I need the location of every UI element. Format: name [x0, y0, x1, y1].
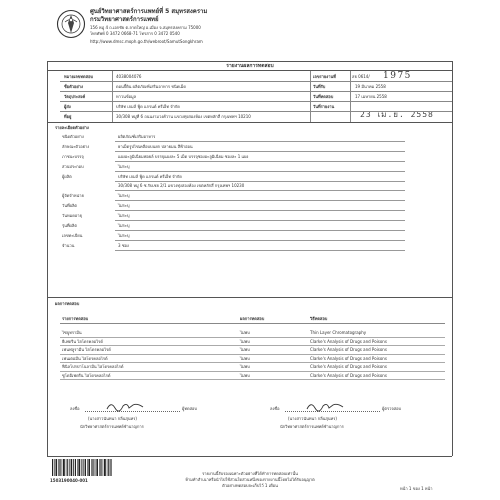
results-header-divider — [60, 323, 445, 324]
signer-name: (นางสาวนันทนา กลิ่นสุนทร) — [288, 416, 337, 421]
analysis-no-label: เลขรายงานที่ — [313, 74, 336, 79]
detail-underline — [115, 161, 405, 162]
detail-label: ภาชนะบรรจุ — [62, 154, 84, 159]
detail-underline — [115, 230, 405, 231]
org-name-line2: กรมวิทยาศาสตร์การแพทย์ — [90, 16, 159, 23]
received-value: 19 มีนาคม 2558 — [355, 84, 386, 89]
result-item: ซูโดอีเฟดรีน ไฮโดรคลอไรด์ — [62, 372, 111, 378]
footer-note-3: ตัวอย่างทดสอบจะเก็บไว้ 1 เดือน — [222, 483, 278, 488]
detail-value: ยาเม็ดรูปไข่เคลือบบนยก ปลายมน สีฟ้าอ่อน — [118, 144, 193, 149]
signature-prefix: ลงชื่อ — [270, 406, 280, 411]
signer-title: นักวิทยาศาสตร์การแพทย์ชำนาญการ — [80, 424, 144, 429]
signer-name: (นางสาวนันทนา กลิ่นสุนทร) — [88, 416, 137, 421]
report-title: รายงานผลการทดสอบ — [226, 63, 274, 69]
detail-label: ชนิดตัวอย่าง — [62, 134, 84, 139]
detail-underline — [115, 240, 405, 241]
product-label: ชื่อตัวอย่าง — [64, 84, 83, 89]
detail-label: ผู้จัดจำหน่าย — [62, 193, 84, 198]
footer-note-1: รายงานนี้รับรองเฉพาะตัวอย่างที่ได้ทำการทดสอบเท่านั้น — [202, 471, 298, 476]
meta-col-sep-2 — [310, 71, 311, 122]
sample-no-value: 4038004076 — [116, 74, 142, 79]
detail-underline — [115, 171, 405, 172]
detail-underline — [115, 190, 405, 191]
meta-divider-5 — [47, 122, 452, 123]
detail-label: ผู้ผลิต — [62, 174, 72, 179]
signature-role: ผู้ทดสอบ — [182, 406, 197, 411]
address-value: 30/308 หมู่ที่ 6 ถนนงามวงศ์วาน แขวงทุ่งสองห้อง เขตหลักสี่ กรุงเทพฯ 10210 — [116, 114, 251, 119]
detail-label: ส่วนประกอบ — [62, 164, 84, 169]
detail-value: 3 ซอง — [118, 243, 129, 248]
tested-value: 17 เมษายน 2558 — [355, 94, 387, 99]
detail-underline — [115, 141, 405, 142]
received-label: วันที่รับ — [313, 84, 326, 89]
report-frame-top — [47, 61, 452, 62]
detail-value: ผลิตภัณฑ์เสริมอาหาร — [118, 134, 156, 139]
report-frame-left — [47, 61, 48, 456]
meta-divider-4 — [60, 111, 452, 112]
org-website[interactable]: http://www.dmsc.moph.go.th/webroot/SamutSongkhram — [90, 39, 203, 44]
detail-underline — [115, 181, 405, 182]
result-item: ยีเฟดรีน ไฮโดรคลอไรด์ — [62, 338, 103, 344]
result-value: ไม่พบ — [240, 347, 250, 352]
detail-value: แผงอะลูมิเนียมฟอยล์ บรรจุแผงละ 5 เม็ด บรรจุซองอะลูมิเนียม ซองละ 1 แผง — [118, 154, 249, 159]
signature-role: ผู้ตรวจสอบ — [382, 406, 402, 411]
report-date-stamp: 23 เม.ย. 2558 — [360, 110, 434, 119]
result-value: ไม่พบ — [240, 338, 250, 344]
tested-label: วันที่ทดสอบ — [313, 94, 334, 99]
analysis-no-prefix: สธ 0614/ — [352, 74, 370, 79]
sample-no-label: หมายเลขทดสอบ — [64, 74, 94, 79]
result-row-divider — [60, 371, 445, 372]
meta-col-sep-3 — [350, 71, 351, 122]
meta-divider-3 — [60, 101, 452, 102]
report-frame-right — [452, 61, 453, 456]
detail-value: บริษัท เจมส์ ฟู้ด แกรนด์ ครีเอ็ท จำกัด — [118, 174, 182, 179]
detail-label: ลักษณะตัวอย่าง — [62, 144, 90, 149]
sender-value: บริษัท เจมส์ ฟู้ด แกรนด์ ครีเอ็ท จำกัด — [116, 104, 180, 109]
report-date-label: วันที่รายงาน — [313, 104, 335, 109]
detail-label: รุ่นที่ผลิต — [62, 223, 77, 228]
result-row-divider — [60, 362, 445, 363]
detail-underline — [115, 210, 405, 211]
signature-prefix: ลงชื่อ — [70, 406, 80, 411]
result-method: Thin Layer Chromatography — [310, 330, 367, 335]
detail-value: 30/308 หมู่ 6 ซ.รับเชย 2/1 แขวงทุ่งสองห้อง เขตหลักสี่ กรุงเทพฯ 10230 — [118, 183, 245, 188]
detail-label: จำนวน — [62, 243, 75, 248]
detail-section-title: รายละเอียดตัวอย่าง — [55, 125, 89, 130]
result-method: Clarke's Analysis of Drugs and Poisons — [310, 347, 387, 352]
detail-value: ไม่ระบุ — [118, 203, 130, 208]
result-value: ไม่พบ — [240, 372, 250, 378]
product-value: ดอนจี้ดิน ผลิตภัณฑ์เสริมอาหาร ชนิดเม็ด — [116, 84, 186, 89]
result-row-divider — [60, 354, 445, 355]
page-number: หน้า 1 ของ 1 หน้า — [400, 486, 433, 491]
result-item: ฟีนิลโปรปาโนลามีน ไฮโดรคลอไรด์ — [62, 364, 124, 369]
result-row-divider — [60, 337, 445, 338]
purpose-value: หาวนข้อมูล — [116, 94, 137, 99]
result-value: ไม่พบ — [240, 355, 250, 361]
detail-underline — [115, 250, 405, 251]
meta-divider-2 — [60, 91, 452, 92]
result-item: เฟนฟลูรามีน ไฮโดรคลอไรด์ — [62, 347, 111, 352]
detail-label: เลขทะเบียน — [62, 233, 83, 238]
org-phone: โทรศัพท์ 0 3472 0668-71 โทรสาร 0 3472 0540 — [90, 31, 180, 36]
signer-title: นักวิทยาศาสตร์การแพทย์ชำนาญการ — [280, 424, 344, 429]
result-method: Clarke's Analysis of Drugs and Poisons — [310, 355, 387, 361]
result-value: ไม่พบ — [240, 364, 250, 369]
barcode-text: 1503190040-001 — [50, 478, 88, 483]
result-value: ไม่พบ — [240, 330, 250, 335]
sender-label: ผู้ส่ง — [64, 104, 71, 109]
result-row-divider — [60, 345, 445, 346]
detail-value: ไม่ระบุ — [118, 213, 130, 218]
meta-col-sep-1 — [112, 71, 113, 122]
results-header-method: วิธีทดสอบ — [310, 316, 328, 321]
report-frame-bottom — [47, 456, 452, 457]
purpose-label: วัตถุประสงค์ — [64, 94, 86, 99]
results-header-item: รายการทดสอบ — [62, 316, 89, 321]
detail-underline — [115, 200, 405, 201]
detail-label: วันหมดอายุ — [62, 213, 82, 218]
result-row-divider — [60, 379, 445, 380]
result-item: เฟนเตอมีน ไฮโดรคลอไรด์ — [62, 355, 108, 361]
handwritten-signature — [105, 398, 145, 412]
results-top-divider — [47, 297, 452, 298]
handwritten-signature — [305, 398, 345, 412]
result-method: Clarke's Analysis of Drugs and Poisons — [310, 372, 387, 378]
address-label: ที่อยู่ — [64, 114, 72, 119]
detail-underline — [115, 151, 405, 152]
result-item: ไซบูทรามีน — [62, 330, 82, 335]
meta-divider-1 — [60, 81, 452, 82]
org-name-line1: ศูนย์วิทยาศาสตร์การแพทย์ที่ 5 สมุทรสงคราม — [90, 8, 208, 15]
detail-value: ไม่ระบุ — [118, 223, 130, 228]
footer-note-2: ห้ามทำสำเนาหรือนำไปใช้ส่วนใดส่วนหนึ่งของรายงานนี้โดยไม่ได้รับอนุญาต — [185, 477, 315, 482]
detail-value: ไม่ระบุ — [118, 233, 130, 238]
results-header-result: ผลการทดสอบ — [240, 316, 265, 321]
detail-label: วันที่ผลิต — [62, 203, 78, 208]
department-logo — [56, 9, 86, 39]
analysis-no-value: 1975 — [383, 71, 412, 81]
result-method: Clarke's Analysis of Drugs and Poisons — [310, 338, 387, 344]
detail-underline — [115, 220, 405, 221]
results-section-title: ผลการทดสอบ — [55, 301, 80, 306]
org-address: 156 หมู่ 4 ถ.เอกชัย ต.ลาดใหญ่ อ.เมือง จ.สมุทรสงคราม 75000 — [90, 25, 201, 30]
detail-value: ไม่ระบุ — [118, 193, 130, 198]
detail-value: ไม่ระบุ — [118, 164, 130, 169]
result-method: Clarke's Analysis of Drugs and Poisons — [310, 364, 387, 369]
